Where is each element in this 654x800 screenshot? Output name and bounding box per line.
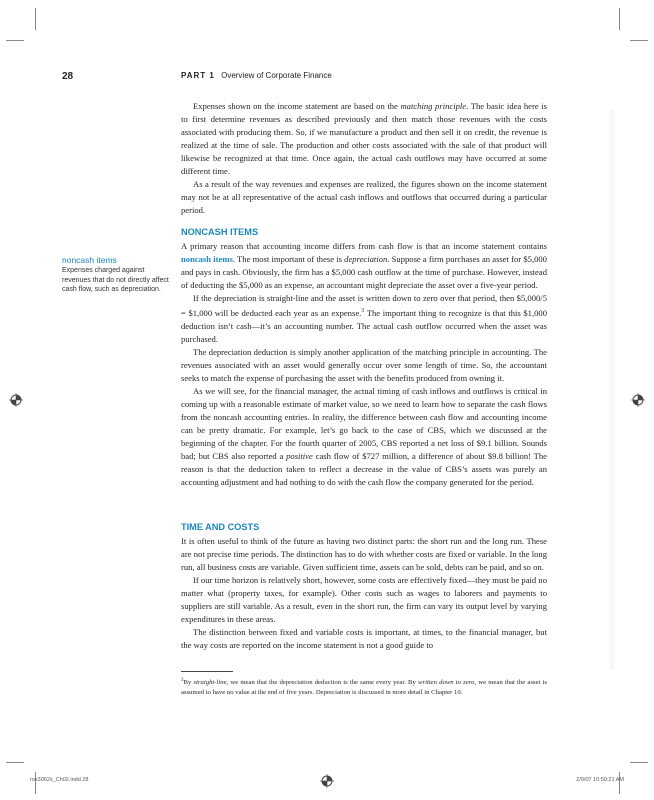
registration-mark-right-icon xyxy=(631,393,645,407)
time-paragraph-1: It is often useful to think of the future as having two distinct parts: the short run and the long run. These are not precise time periods. The distinction has to do with whether costs are fixed or variable. In the long run, all business costs are variable. Given sufficient time, assets can be sold, debts can be paid, and so on. xyxy=(181,536,547,572)
intro-paragraph-2: As a result of the way revenues and expenses are realized, the figures shown on the income statement may not be at all representative of the actual cash inflows and outflows that occurred during a particular period. xyxy=(181,179,547,215)
margin-glossary-term: noncash items xyxy=(62,255,117,265)
crop-mark-bottom-right-vertical xyxy=(619,772,620,794)
part-title: Overview of Corporate Finance xyxy=(221,71,332,80)
section-heading-time-and-costs: TIME AND COSTS xyxy=(181,522,260,532)
file-slug: ros3062x_Ch02.indd 28 xyxy=(30,777,89,783)
noncash-text xyxy=(181,240,547,489)
footnote: $^3$By straight-line, we mean that the depreciation deduction is the same every year. By written down to zero, we mean that the asset is assumed to have no value at the end of five years. Depreciation is discussed in more detail in Chapter 10. xyxy=(181,678,547,696)
timestamp-slug: 2/9/07 10:50:21 AM xyxy=(576,777,624,783)
crop-mark-bottom-right-horizontal xyxy=(630,762,648,763)
part-label: PART 1 xyxy=(181,71,215,80)
key-term-noncash-items: noncash items xyxy=(181,254,233,264)
intro-text xyxy=(181,100,547,217)
crop-mark-top-left-horizontal xyxy=(6,40,24,41)
noncash-paragraph-3: The depreciation deduction is simply another application of the matching principle in accounting. The revenues associated with an asset would generally occur over some length of time. So, the accountant seeks to match the expense of purchasing the asset with the benefits produced from owning it. xyxy=(181,346,547,383)
time-paragraph-2: If our time horizon is relatively short, however, some costs are effectively fixed—they must be paid no matter what (property taxes, for example). Other costs such as wages to laborers and payments to suppliers are still variable. As a result, even in the short run, the firm can vary its output level by varying expenditures in these areas. xyxy=(181,575,547,624)
noncash-paragraph-2: If the depreciation is straight-line and the asset is written down to zero over that period, then $5,000/5 = $1,000 will be deducted each year as an expense.$^3$ The important thing to recognize is that this $1,000 deduction isn’t cash—it’s an accounting number. The actual cash outflow occurred when the asset was purchased. xyxy=(181,293,547,344)
registration-mark-bottom-icon xyxy=(320,774,334,788)
noncash-paragraph-4: As we will see, for the financial manager, the actual timing of cash inflows and outflows is critical in coming up with a reasonable estimate of market value, so we need to learn how to separate the cash flows from the noncash accounting entries. In reality, the difference between cash flow and accounting income can be pretty dramatic. For example, let’s go back to the case of CBS, which we discussed at the beginning of the chapter. For the fourth quarter of 2005, CBS reported a net loss of $9.1 billion. Sounds bad; but CBS also reported a positive cash flow of $727 million, a difference of about $9.8 billion! The reason is that the deduction taken to reflect a decrease in the value of CBS’s assets was purely an accounting adjustment and had nothing to do with the cash flow the company generated for the period. xyxy=(181,385,547,487)
section-heading-noncash-items: NONCASH ITEMS xyxy=(181,227,259,237)
crop-mark-bottom-left-horizontal xyxy=(6,762,24,763)
footnote-rule xyxy=(181,671,233,672)
page-number: 28 xyxy=(62,71,74,82)
noncash-paragraph-1: A primary reason that accounting income differs from cash flow is that an income statement contains noncash items. The most important of these is depreciation. Suppose a firm purchases an asset for $5,000 and pays in cash. Obviously, the firm has a $5,000 cash outflow at the time of purchase. However, instead of deducting the $5,000 as an expense, an accountant might depreciate the asset over a five-year period. xyxy=(181,241,547,290)
page-edge-shading xyxy=(610,110,615,670)
time-paragraph-3: The distinction between fixed and variable costs is important, at times, to the financial manager, but the way costs are reported on the income statement is not a good guide to xyxy=(181,627,547,650)
crop-mark-top-right-horizontal xyxy=(630,40,648,41)
registration-mark-left-icon xyxy=(9,393,23,407)
time-costs-text xyxy=(181,535,547,652)
crop-mark-top-left-vertical xyxy=(35,8,36,30)
running-head xyxy=(181,71,332,80)
crop-mark-top-right-vertical xyxy=(619,8,620,30)
margin-glossary-definition: Expenses charged against revenues that do not directly affect cash flow, such as depreciation. xyxy=(62,267,169,294)
crop-mark-bottom-left-vertical xyxy=(35,772,36,794)
intro-paragraph-1: Expenses shown on the income statement are based on the matching principle. The basic idea here is to first determine revenues as described previously and then match those revenues with the costs associated with producing them. So, if we manufacture a product and then sell it on credit, the revenue is realized at the time of sale. The production and other costs associated with the sale of that product will likewise be recognized at that time. Once again, the actual cash outflows may have occurred at some different time. xyxy=(181,101,547,176)
